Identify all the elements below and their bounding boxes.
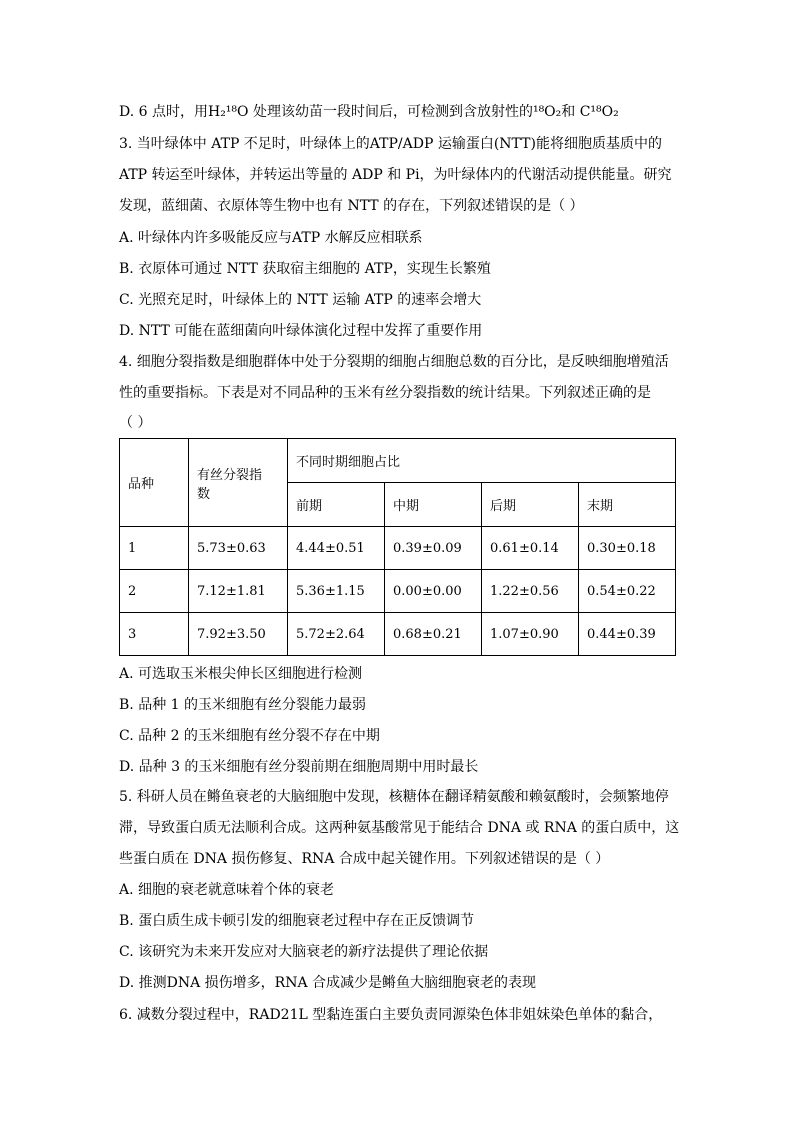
table-cell: 5.72±2.64 — [288, 613, 385, 656]
question-5-option-c: C. 该研究为未来开发应对大脑衰老的新疗法提供了理论依据 — [119, 944, 489, 960]
table-cell: 7.12±1.81 — [189, 570, 288, 613]
question-5-stem-line-2: 滞，导致蛋白质无法顺利合成。这两种氨基酸常见于能结合 DNA 或 RNA 的蛋白质中，这 — [119, 820, 680, 836]
question-5-stem-line-1: 5. 科研人员在鳉鱼衰老的大脑细胞中发现，核糖体在翻译精氨酸和赖氨酸时，会频繁地停 — [119, 789, 669, 805]
table-cell: 0.44±0.39 — [579, 613, 676, 656]
question-4-option-d: D. 品种 3 的玉米细胞有丝分裂前期在细胞周期中用时最长 — [119, 759, 479, 775]
question-3-option-d: D. NTT 可能在蓝细菌向叶绿体演化过程中发挥了重要作用 — [119, 323, 483, 339]
header-mitotic-index — [189, 439, 288, 527]
table-cell: 5.73±0.63 — [189, 527, 288, 570]
question-3-stem-line-3: 发现，蓝细菌、衣原体等生物中也有 NTT 的存在，下列叙述错误的是（ ） — [119, 198, 584, 214]
table-cell: 5.36±1.15 — [288, 570, 385, 613]
question-3-option-c: C. 光照充足时，叶绿体上的 NTT 运输 ATP 的速率会增大 — [119, 292, 482, 308]
header-anaphase: 后期 — [482, 483, 579, 527]
question-5-option-b: B. 蛋白质生成卡顿引发的细胞衰老过程中存在正反馈调节 — [119, 913, 475, 929]
header-prophase: 前期 — [288, 483, 385, 527]
table-cell: 0.30±0.18 — [579, 527, 676, 570]
question-5-option-a: A. 细胞的衰老就意味着个体的衰老 — [119, 882, 335, 898]
question-3-option-a: A. 叶绿体内许多吸能反应与ATP 水解反应相联系 — [119, 230, 423, 246]
table-cell: 0.00±0.00 — [385, 570, 482, 613]
header-mitotic-index-line-2: 数 — [197, 486, 211, 502]
question-5-stem-line-3: 些蛋白质在 DNA 损伤修复、RNA 合成中起关键作用。下列叙述错误的是（ ） — [119, 851, 610, 867]
table-cell: 1.07±0.90 — [482, 613, 579, 656]
table-cell: 1.22±0.56 — [482, 570, 579, 613]
table-cell: 1 — [120, 527, 189, 570]
table-row — [120, 613, 676, 656]
table-cell: 0.54±0.22 — [579, 570, 676, 613]
table-cell: 0.68±0.21 — [385, 613, 482, 656]
table-cell: 4.44±0.51 — [288, 527, 385, 570]
header-metaphase: 中期 — [385, 483, 482, 527]
header-phase-proportion: 不同时期细胞占比 — [288, 439, 676, 483]
table-row — [120, 527, 676, 570]
question-6-stem-line-1: 6. 减数分裂过程中，RAD21L 型黏连蛋白主要负责同源染色体非姐妹染色单体的黏合， — [119, 1007, 663, 1023]
question-3-option-b: B. 衣原体可通过 NTT 获取宿主细胞的 ATP，实现生长繁殖 — [119, 261, 491, 277]
question-4-stem-line-3: （ ） — [119, 415, 152, 431]
table-cell: 2 — [120, 570, 189, 613]
table-row — [120, 570, 676, 613]
table-cell: 7.92±3.50 — [189, 613, 288, 656]
mitosis-index-table — [119, 438, 676, 656]
question-5-option-d: D. 推测DNA 损伤增多，RNA 合成减少是鳉鱼大脑细胞衰老的表现 — [119, 975, 537, 991]
table-cell: 0.39±0.09 — [385, 527, 482, 570]
question-3-stem-line-2: ATP 转运至叶绿体，并转运出等量的 ADP 和 Pi，为叶绿体内的代谢活动提供能量。研究 — [119, 167, 672, 183]
table-cell: 0.61±0.14 — [482, 527, 579, 570]
question-4-stem-line-2: 性的重要指标。下表是对不同品种的玉米有丝分裂指数的统计结果。下列叙述正确的是 — [119, 385, 651, 401]
question-4-stem-line-1: 4. 细胞分裂指数是细胞群体中处于分裂期的细胞占细胞总数的百分比，是反映细胞增殖活 — [119, 354, 669, 370]
question-4-option-c: C. 品种 2 的玉米细胞有丝分裂不存在中期 — [119, 728, 380, 744]
question-4-option-b: B. 品种 1 的玉米细胞有丝分裂能力最弱 — [119, 697, 366, 713]
header-mitotic-index-line-1: 有丝分裂指 — [197, 467, 263, 483]
option-d-q2: D. 6 点时，用H₂¹⁸O 处理该幼苗一段时间后，可检测到含放射性的¹⁸O₂和 C¹⁸O₂ — [119, 104, 619, 120]
question-4-option-a: A. 可选取玉米根尖伸长区细胞进行检测 — [119, 666, 363, 682]
question-3-stem-line-1: 3. 当叶绿体中 ATP 不足时，叶绿体上的ATP/ADP 运输蛋白(NTT)能将细胞质基质中的 — [119, 136, 662, 152]
table-cell: 3 — [120, 613, 189, 656]
header-variety: 品种 — [120, 439, 189, 527]
table-header-row — [120, 439, 676, 483]
header-telophase: 末期 — [579, 483, 676, 527]
